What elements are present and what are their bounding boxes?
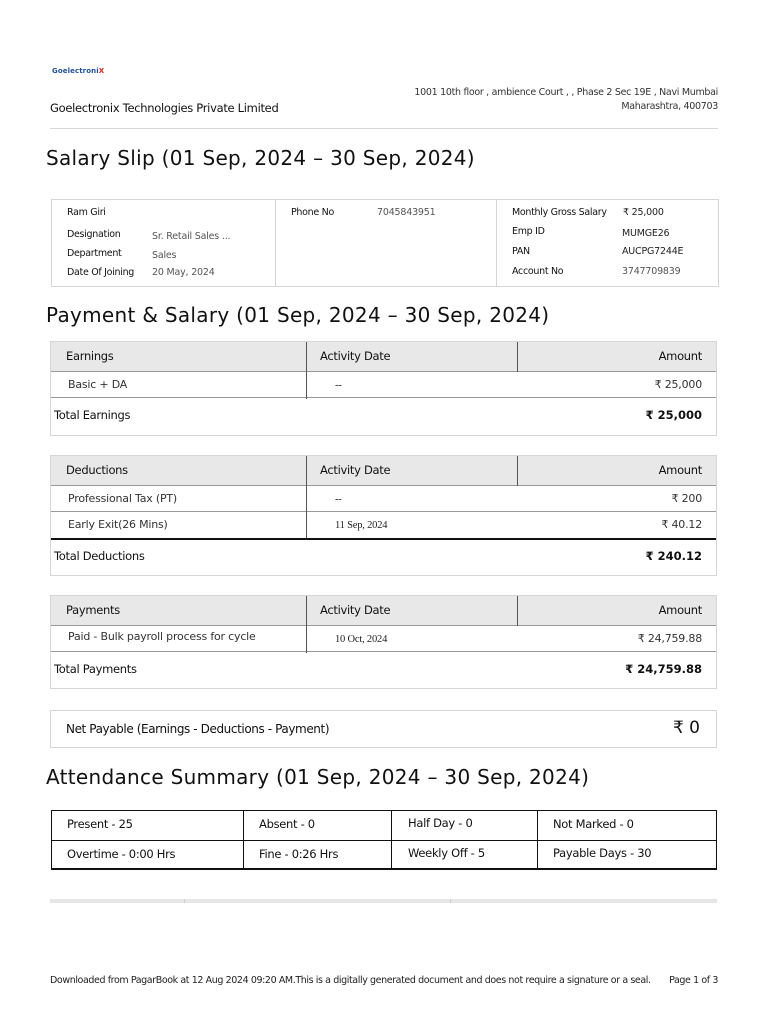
emp-id-value: MUMGE26 [622,228,670,239]
payment-label: Paid - Bulk payroll process for cycle [68,630,256,643]
salary-slip-title: Salary Slip (01 Sep, 2024 – 30 Sep, 2024) [46,146,475,170]
amount-header: Amount [658,349,702,363]
deduction-label: Professional Tax (PT) [68,492,177,505]
pan-value: AUCPG7244E [622,246,684,257]
table-row [51,512,716,538]
deductions-header: Deductions [66,463,128,477]
table-row [51,626,716,652]
deduction-date: 11 Sep, 2024 [335,520,388,531]
total-payments-label: Total Payments [54,662,137,676]
attendance-payable-days: Payable Days - 30 [553,846,652,860]
employee-name: Ram Giri [67,207,106,218]
earning-amount: ₹ 25,000 [654,378,702,391]
attendance-absent: Absent - 0 [259,817,315,831]
total-deductions-label: Total Deductions [54,549,145,563]
net-payable-value: ₹ 0 [672,718,700,738]
company-name: Goelectronix Technologies Private Limited [50,101,279,115]
amount-header: Amount [658,463,702,477]
total-earnings-amount: ₹ 25,000 [645,408,702,422]
gross-salary-value: ₹ 25,000 [623,207,664,218]
info-divider [496,200,497,286]
attendance-summary-title: Attendance Summary (01 Sep, 2024 – 30 Sep, 2024) [46,765,590,789]
deductions-header-row [51,456,716,486]
page-number: Page 1 of 3 [669,975,718,986]
employee-info-box [51,199,719,287]
next-table-edge [50,899,717,903]
pan-label: PAN [512,246,530,257]
deduction-amount: ₹ 200 [671,492,702,505]
payment-date: 10 Oct, 2024 [335,634,388,645]
company-address-line2: Maharashtra, 400703 [621,101,718,112]
logo-text: Goelectroni [52,67,99,75]
deduction-label: Early Exit(26 Mins) [68,518,168,531]
company-logo [52,67,104,75]
designation-value: Sr. Retail Sales ... [152,231,231,242]
emp-id-label: Emp ID [512,226,545,237]
attendance-overtime: Overtime - 0:00 Hrs [67,847,176,861]
attendance-not-marked: Not Marked - 0 [553,817,634,831]
activity-date-header: Activity Date [320,463,391,477]
net-payable-box [50,710,717,748]
designation-label: Designation [67,229,121,240]
deductions-table [50,455,717,576]
payments-table [50,595,717,689]
deduction-date: -- [335,494,342,505]
account-value: 3747709839 [622,266,681,277]
earning-label: Basic + DA [68,378,128,391]
earnings-header: Earnings [66,349,114,363]
earning-date: -- [335,380,342,391]
table-row [51,486,716,512]
amount-header: Amount [658,603,702,617]
payments-header: Payments [66,603,120,617]
doj-label: Date Of Joining [67,267,135,278]
attendance-half-day: Half Day - 0 [408,816,473,830]
phone-label: Phone No [291,207,334,218]
payment-amount: ₹ 24,759.88 [637,632,702,645]
footer-note: Downloaded from PagarBook at 12 Aug 2024 09:20 AM.This is a digitally generated document and does not require a signature or a seal. [50,975,651,986]
attendance-table [51,810,717,870]
department-label: Department [67,248,122,259]
activity-date-header: Activity Date [320,349,391,363]
info-divider [275,200,276,286]
earnings-table [50,341,717,436]
total-deductions-amount: ₹ 240.12 [645,549,702,563]
department-value: Sales [152,250,177,261]
company-address-line1: 1001 10th floor , ambience Court , , Phase 2 Sec 19E , Navi Mumbai [414,87,718,98]
table-row [51,372,716,398]
gross-salary-label: Monthly Gross Salary [512,207,607,218]
payments-header-row [51,596,716,626]
attendance-present: Present - 25 [67,817,133,831]
attendance-weekly-off: Weekly Off - 5 [408,846,485,860]
attendance-fine: Fine - 0:26 Hrs [259,847,339,861]
logo-x: X [98,67,105,75]
phone-value: 7045843951 [377,207,436,218]
earnings-header-row [51,342,716,372]
header-divider [50,128,718,129]
total-earnings-label: Total Earnings [54,408,131,422]
payment-salary-title: Payment & Salary (01 Sep, 2024 – 30 Sep, 2024) [46,303,550,327]
deduction-amount: ₹ 40.12 [661,518,702,531]
doj-value: 20 May, 2024 [152,267,215,278]
net-payable-label: Net Payable (Earnings - Deductions - Payment) [66,722,330,736]
activity-date-header: Activity Date [320,603,391,617]
total-payments-amount: ₹ 24,759.88 [625,662,702,676]
account-label: Account No [512,266,564,277]
